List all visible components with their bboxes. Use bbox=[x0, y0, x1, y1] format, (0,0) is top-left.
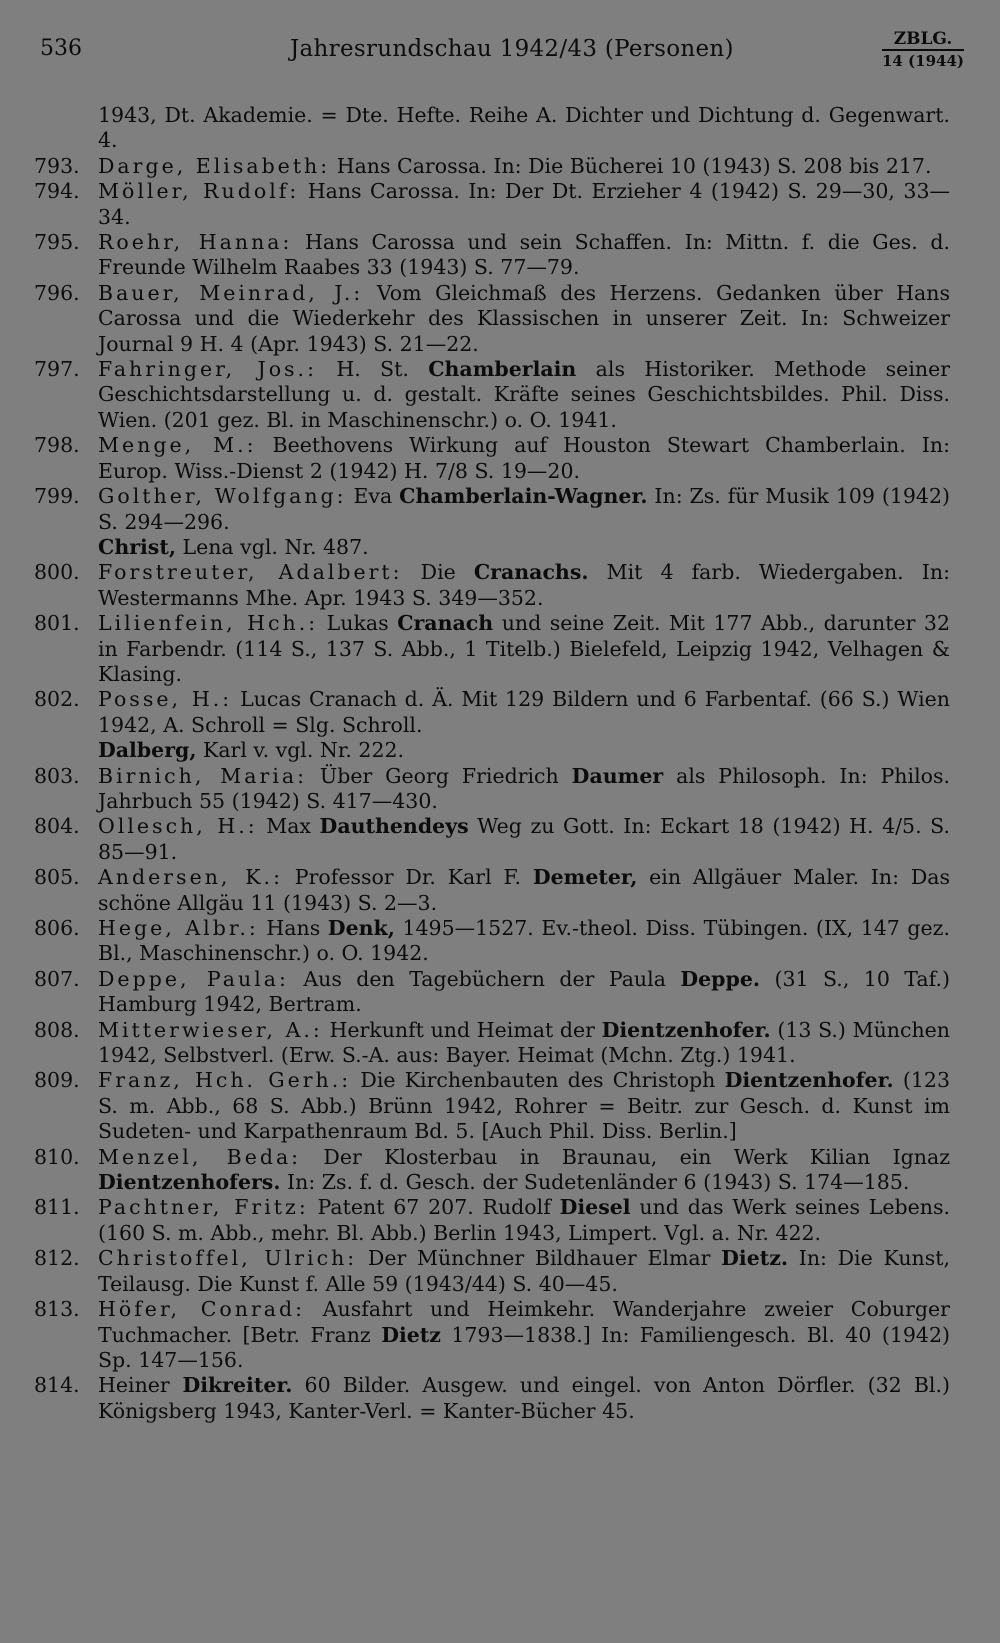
entry-author: Pachtner, Fritz: bbox=[98, 1195, 309, 1220]
bibliography-entry bbox=[34, 611, 950, 687]
entry-subject: Chamberlain-Wagner. bbox=[399, 484, 648, 509]
entry-text-before: Patent 67 207. Rudolf bbox=[308, 1195, 560, 1220]
entry-text: (123 S. m. Abb., 68 S. Abb.) Brünn 1942, Rohrer = Beitr. zur Gesch. d. Kunst im Sudeten- und Karpathenraum Bd. 5. [Auch Phil. Diss. Berlin.] bbox=[98, 1068, 950, 1144]
entry-author: Birnich, Maria: bbox=[98, 763, 307, 788]
bibliography-list bbox=[0, 103, 1000, 1424]
entry-text: Hans Carossa. In: Der Dt. Erzieher 4 (1942) S. 29—30, 33—34. bbox=[98, 179, 951, 229]
entry-author: Deppe, Paula: bbox=[98, 966, 289, 991]
entry-text-before: Professor Dr. Karl F. bbox=[282, 865, 533, 890]
entry-number: 801. bbox=[34, 611, 80, 636]
entry-number: 793. bbox=[34, 153, 80, 178]
entry-author: Andersen, K.: bbox=[98, 865, 283, 890]
entry-text: Lucas Cranach d. Ä. Mit 129 Bildern und 6 Farbentaf. (66 S.) Wien 1942, A. Schroll = Slg. Schroll. bbox=[98, 687, 951, 737]
entry-author: Bauer, Meinrad, J.: bbox=[98, 280, 364, 305]
entry-author: Posse, H.: bbox=[98, 687, 233, 712]
entry-text-before: Aus den Tagebüchern der Paula bbox=[288, 966, 681, 991]
entry-number: 806. bbox=[34, 916, 80, 940]
entry-text: (31 S., 10 Taf.) Hamburg 1942, Bertram. bbox=[98, 966, 950, 1017]
entry-text-before: Ausfahrt und Heimkehr. Wanderjahre zweier Coburger Tuchmacher. [Betr. Franz bbox=[98, 1297, 950, 1347]
entry-number: 803. bbox=[34, 763, 80, 788]
bibliography-entry bbox=[34, 1144, 951, 1196]
entry-text-before: Die bbox=[402, 560, 474, 585]
bibliography-entry bbox=[34, 230, 951, 281]
entry-author: Franz, Hch. Gerh.: bbox=[98, 1068, 352, 1093]
bibliography-entry bbox=[34, 687, 951, 738]
entry-author: Golther, Wolfgang: bbox=[98, 484, 347, 509]
entry-subject: Daumer bbox=[571, 763, 664, 788]
entry-text: Vom Gleichmaß des Herzens. Gedanken über Hans Carossa und die Wiederkehr des Klassischen in unserer Zeit. In: Schweizer Journal 9 H. 4 (Apr. 1943) S. 21—22. bbox=[98, 280, 951, 356]
entry-text-before: Hans bbox=[258, 916, 328, 940]
entry-subject: Denk, bbox=[327, 916, 395, 940]
entry-text: Hans Carossa. In: Die Bücherei 10 (1943) S. 208 bis 217. bbox=[330, 153, 932, 178]
bibliography-entry bbox=[98, 738, 950, 763]
entry-author: Roehr, Hanna: bbox=[98, 230, 293, 255]
entry-number: 808. bbox=[34, 1017, 80, 1042]
entry-text: (13 S.) München 1942, Selbstverl. (Erw. S.-A. aus: Bayer. Heimat (Mchn. Ztg.) 1941. bbox=[98, 1017, 950, 1068]
entry-author: Christoffel, Ulrich: bbox=[98, 1246, 358, 1271]
entry-number: 797. bbox=[34, 357, 80, 382]
entry-subject: Dientzenhofers. bbox=[98, 1170, 281, 1195]
bibliography-entry bbox=[34, 1017, 950, 1069]
entry-text-before: Eva bbox=[346, 484, 400, 509]
bibliography-entry bbox=[34, 179, 951, 230]
bibliography-entry bbox=[34, 1297, 950, 1373]
entry-text: In: Die Kunst, Teilausg. Die Kunst f. Alle 59 (1943/44) S. 40—45. bbox=[98, 1246, 950, 1296]
bibliography-entry bbox=[34, 484, 950, 535]
bibliography-entry bbox=[98, 103, 950, 154]
entry-author: Mitterwieser, A.: bbox=[98, 1017, 323, 1042]
bibliography-entry bbox=[34, 560, 950, 611]
bibliography-entry bbox=[34, 153, 950, 179]
entry-subject: Dientzenhofer. bbox=[724, 1068, 894, 1093]
entry-text: Mit 4 farb. Wiedergaben. In: Westermanns Mhe. Apr. 1943 S. 349—352. bbox=[98, 560, 950, 610]
entry-subject: Diesel bbox=[559, 1195, 631, 1220]
bibliography-entry bbox=[34, 357, 951, 433]
bibliography-entry bbox=[34, 763, 951, 815]
bibliography-entry bbox=[34, 1195, 950, 1246]
entry-number: 800. bbox=[34, 560, 80, 585]
entry-text: ein Allgäuer Maler. In: Das schöne Allgäu 11 (1943) S. 2—3. bbox=[98, 865, 951, 915]
entry-text: In: Zs. für Musik 109 (1942) S. 294—296. bbox=[98, 484, 950, 534]
entry-subject-heading: Christ, bbox=[98, 534, 176, 559]
entry-text: 60 Bilder. Ausgew. und eingel. von Anton Dörfler. (32 Bl.) Königsberg 1943, Kanter-Verl. = Kanter-Bücher 45. bbox=[98, 1373, 950, 1423]
entry-number: 802. bbox=[34, 687, 80, 712]
journal-abbr: ZBLG. bbox=[882, 30, 964, 51]
entry-text: Karl v. vgl. Nr. 222. bbox=[196, 738, 405, 763]
entry-number: 795. bbox=[34, 230, 80, 255]
entry-subject: Cranachs. bbox=[473, 560, 589, 585]
entry-text: als Philosoph. In: Philos. Jahrbuch 55 (1942) S. 417—430. bbox=[98, 763, 951, 813]
entry-text-before: Der Münchner Bildhauer Elmar bbox=[357, 1246, 722, 1271]
entry-subject: Deppe. bbox=[680, 966, 761, 991]
entry-subject-heading: Dalberg, bbox=[98, 738, 197, 763]
bibliography-entry bbox=[34, 966, 950, 1018]
bibliography-entry bbox=[34, 1373, 950, 1424]
entry-subject: Cranach bbox=[397, 611, 494, 636]
journal-volume: 14 (1944) bbox=[881, 52, 964, 70]
entry-subject: Dietz bbox=[381, 1322, 441, 1347]
journal-mark bbox=[882, 30, 964, 70]
entry-text-before: Die Kirchenbauten des Christoph bbox=[351, 1068, 725, 1093]
entry-author: Menzel, Beda: bbox=[98, 1144, 302, 1169]
entry-number: 805. bbox=[34, 865, 80, 890]
bibliography-entry bbox=[34, 433, 950, 484]
running-title: Jahresrundschau 1942/43 (Personen) bbox=[290, 36, 734, 62]
entry-number: 811. bbox=[34, 1195, 80, 1220]
entry-author: Menge, M.: bbox=[98, 433, 257, 458]
entry-author: Ollesch, H.: bbox=[98, 814, 258, 839]
entry-subject: Dientzenhofer. bbox=[601, 1017, 771, 1042]
page-header bbox=[0, 30, 1000, 80]
entry-text-before: Max bbox=[257, 814, 320, 839]
entry-number: 798. bbox=[34, 433, 80, 458]
entry-author: Fahringer, Jos.: bbox=[98, 357, 317, 382]
entry-author: Möller, Rudolf: bbox=[98, 179, 300, 204]
bibliography-entry bbox=[34, 280, 951, 357]
entry-subject: Dietz. bbox=[721, 1246, 789, 1271]
bibliography-entry bbox=[34, 814, 950, 865]
entry-author: Höfer, Conrad: bbox=[98, 1297, 306, 1322]
entry-author: Darge, Elisabeth: bbox=[98, 153, 331, 178]
bibliography-entry bbox=[98, 535, 950, 560]
entry-text: 1943, Dt. Akademie. = Dte. Hefte. Reihe A. Dichter und Dichtung d. Gegenwart. 4. bbox=[98, 103, 950, 153]
bibliography-entry bbox=[34, 916, 950, 967]
entry-number: 794. bbox=[34, 179, 80, 204]
bibliography-entry bbox=[34, 1246, 950, 1297]
entry-number: 804. bbox=[34, 814, 80, 839]
entry-text: und das Werk seines Lebens. (160 S. m. Abb., mehr. Bl. Abb.) Berlin 1943, Limpert. Vgl. a. Nr. 422. bbox=[98, 1195, 950, 1245]
entry-number: 796. bbox=[34, 280, 80, 305]
page-number: 536 bbox=[40, 36, 82, 61]
entry-author: Lilienfein, Hch.: bbox=[98, 611, 319, 636]
entry-author: Hege, Albr.: bbox=[98, 916, 259, 940]
entry-text: und seine Zeit. Mit 177 Abb., darunter 32 in Farbendr. (114 S., 137 S. Abb., 1 Titelb.) Bielefeld, Leipzig 1942, Velhagen & Klasing. bbox=[98, 611, 950, 686]
entry-text-before: Lukas bbox=[318, 611, 398, 636]
bibliography-entry bbox=[34, 1068, 950, 1144]
entry-lead: Heiner bbox=[98, 1373, 170, 1398]
entry-text: In: Zs. f. d. Gesch. der Sudetenländer 6 (1943) S. 174—185. bbox=[280, 1170, 910, 1195]
entry-text: 1495—1527. Ev.-theol. Diss. Tübingen. (IX, 147 gez. Bl., Maschinenschr.) o. O. 1942. bbox=[98, 916, 950, 966]
entry-text-before: H. St. bbox=[316, 357, 429, 382]
entry-text-before: Der Klosterbau in Braunau, ein Werk Kilian Ignaz bbox=[301, 1144, 951, 1169]
entry-text: Lena vgl. Nr. 487. bbox=[175, 534, 369, 559]
entry-subject: Dikreiter. bbox=[169, 1373, 293, 1398]
entry-number: 813. bbox=[34, 1297, 80, 1322]
entry-number: 814. bbox=[34, 1373, 80, 1398]
entry-number: 799. bbox=[34, 484, 80, 509]
entry-number: 807. bbox=[34, 966, 80, 991]
entry-text: 1793—1838.] In: Familiengesch. Bl. 40 (1942) Sp. 147—156. bbox=[98, 1322, 950, 1372]
entry-text-before: Über Georg Friedrich bbox=[307, 763, 572, 788]
entry-text: Weg zu Gott. In: Eckart 18 (1942) H. 4/5. S. 85—91. bbox=[98, 814, 950, 864]
entry-text: als Historiker. Methode seiner Geschichtsdarstellung u. d. gestalt. Kräfte seines Geschichtsbildes. Phil. Diss. Wien. (201 gez. Bl. in Maschinenschr.) o. O. 1941. bbox=[98, 357, 951, 432]
entry-number: 810. bbox=[34, 1144, 80, 1169]
entry-number: 812. bbox=[34, 1246, 80, 1271]
entry-text: Hans Carossa und sein Schaffen. In: Mittn. f. die Ges. d. Freunde Wilhelm Raabes 33 (1943) S. 77—79. bbox=[98, 230, 951, 280]
entry-subject: Chamberlain bbox=[428, 357, 577, 382]
entry-number: 809. bbox=[34, 1068, 80, 1093]
entry-text-before: Herkunft und Heimat der bbox=[322, 1017, 602, 1042]
entry-subject: Demeter, bbox=[532, 865, 638, 890]
entry-text: Beethovens Wirkung auf Houston Stewart Chamberlain. In: Europ. Wiss.-Dienst 2 (1942) H. 7/8 S. 19—20. bbox=[98, 433, 950, 483]
entry-author: Forstreuter, Adalbert: bbox=[98, 560, 403, 585]
bibliography-entry bbox=[34, 865, 951, 916]
entry-subject: Dauthendeys bbox=[319, 814, 469, 839]
